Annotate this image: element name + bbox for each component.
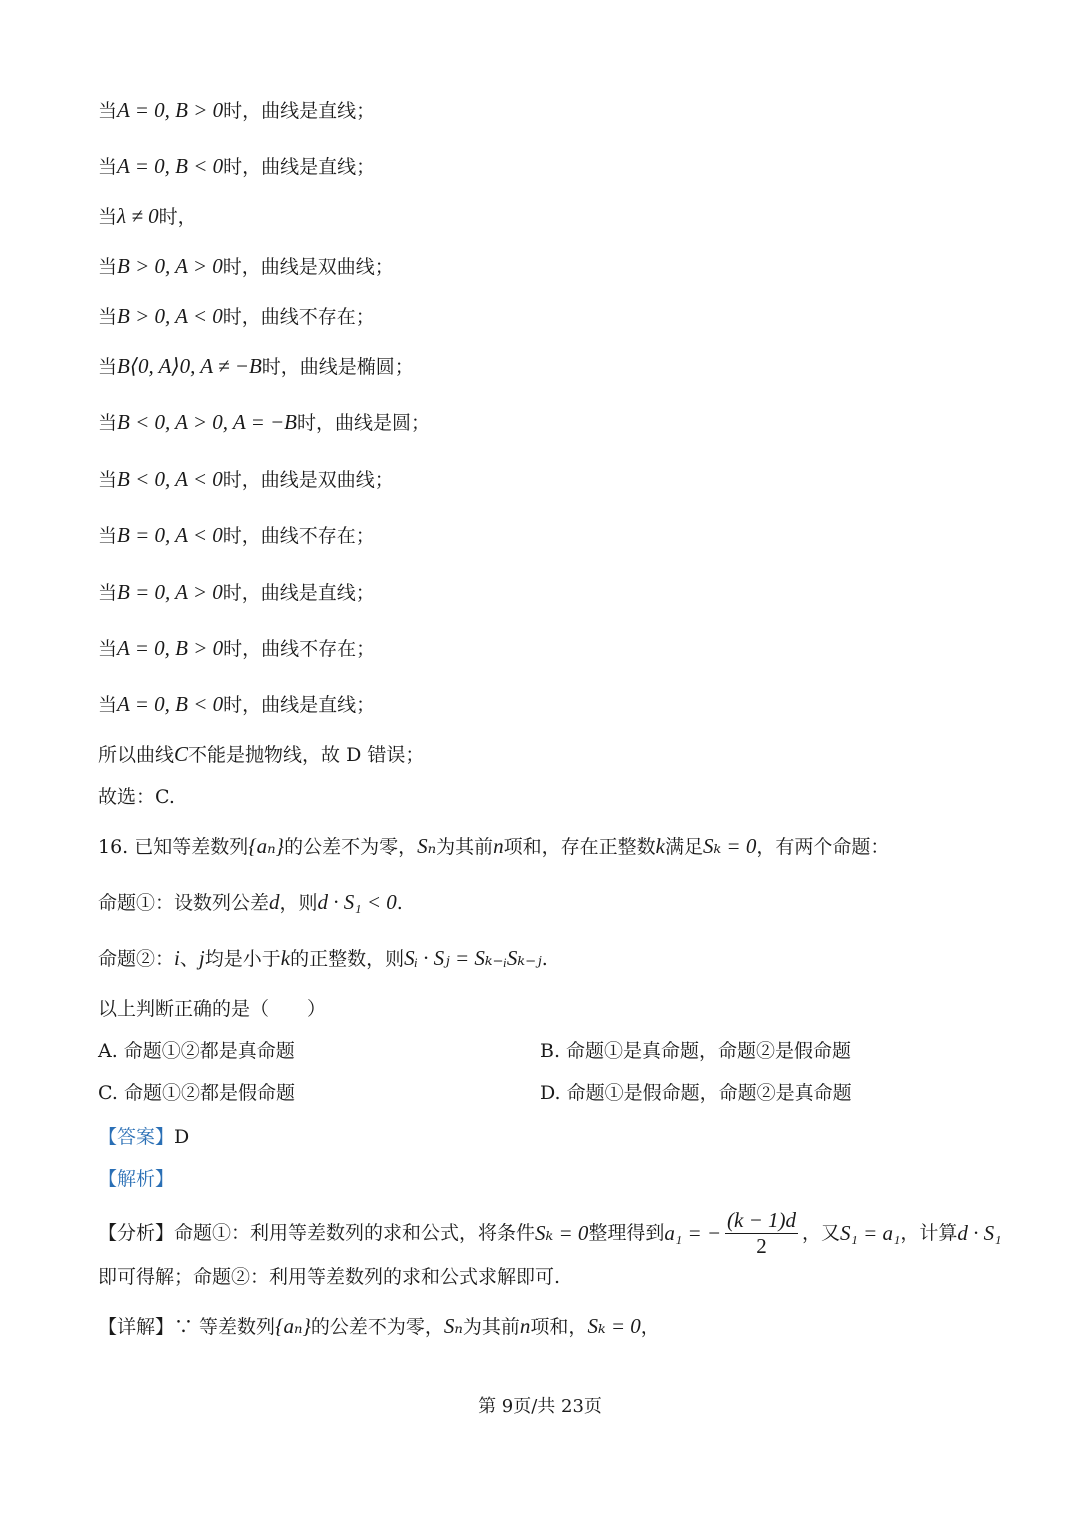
case-line: 当A = 0, B > 0时，曲线不存在； [98,636,376,660]
answer-value: D [174,1126,190,1148]
option-a: A. 命题①②都是真命题 [98,1040,295,1062]
case-line: 当A = 0, B < 0时，曲线是直线； [98,154,376,178]
choice-line: 故选：C. [98,786,175,808]
case-line: 当B < 0, A > 0, A = −B时，曲线是圆； [98,410,431,434]
proposition-2: 命题②：i、j均是小于k的正整数，则Sᵢ · Sⱼ = Sₖ₋ᵢSₖ₋ⱼ. [98,946,548,970]
option-c: C. 命题①②都是假命题 [98,1082,295,1104]
case-line: 当B > 0, A > 0时，曲线是双曲线； [98,254,394,278]
analysis-tag: 【解析】 [98,1168,175,1190]
question-16: 16. 已知等差数列{aₙ}的公差不为零，Sₙ为其前n项和，存在正整数k满足Sₖ = 0，有两个命题： [98,834,890,858]
xiangjie-line: 【详解】∵ 等差数列{aₙ}的公差不为零，Sₙ为其前n项和，Sₖ = 0， [98,1314,660,1338]
case-line: 当B = 0, A > 0时，曲线是直线； [98,580,375,604]
fraction-numerator: (k − 1)d [725,1208,798,1234]
answer-tag: 【答案】 [98,1126,175,1148]
fraction-denominator: 2 [756,1234,767,1259]
fenxi-line-2: 即可得解；命题②：利用等差数列的求和公式求解即可. [98,1266,561,1288]
option-d: D. 命题①是假命题，命题②是真命题 [540,1082,852,1104]
case-line: 当λ ≠ 0时， [98,204,197,228]
case-line: 当B > 0, A < 0时，曲线不存在； [98,304,375,328]
fraction [725,1208,798,1259]
question-ask: 以上判断正确的是（ ） [98,998,327,1020]
option-b: B. 命题①是真命题，命题②是假命题 [540,1040,852,1062]
answer-line [98,1126,189,1149]
case-line: 当B < 0, A < 0时，曲线是双曲线； [98,467,394,491]
case-line: 当A = 0, B < 0时，曲线是直线； [98,692,376,716]
case-line: 当A = 0, B > 0时，曲线是直线； [98,98,376,122]
conclusion-line: 所以曲线C不能是抛物线，故 D 错误； [98,742,425,766]
fenxi-line: 【分析】 命题①：利用等差数列的求和公式，将条件 Sₖ = 0 整理得到 a₁ = − $\frac{(k - 1)d}{2}$ ，又 S₁ = a₁ ，计算 d · S₁ [98,1208,1002,1259]
case-line: 当B⟨0, A⟩0, A ≠ −B时，曲线是椭圆； [98,354,414,378]
page-footer: 第 9页/共 23页 [478,1396,602,1417]
proposition-1: 命题①：设数列公差d，则d · S₁ < 0. [98,890,403,914]
case-line: 当B = 0, A < 0时，曲线不存在； [98,523,375,547]
